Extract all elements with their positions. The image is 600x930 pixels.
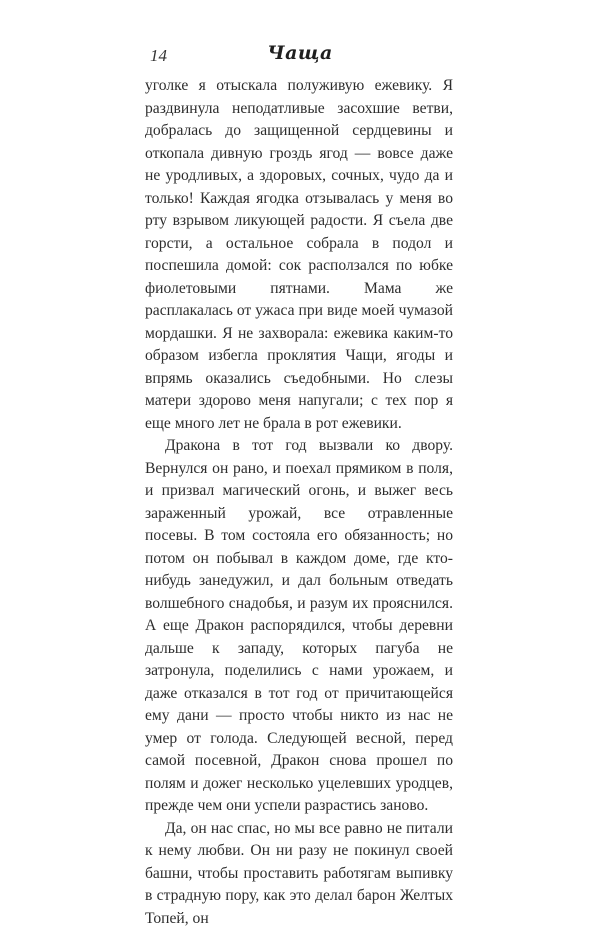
body-text <box>145 75 453 930</box>
running-head <box>150 42 450 66</box>
page-number: 14 <box>150 46 167 66</box>
paragraph-1: уголке я отыскала полуживую ежевику. Я раздвинула неподатливые засохшие ветви, добралась до защищенной сердцевины и откопала дивную гроздь ягод — вовсе даже не уродливых, а здоровых, сочных, чудо да и только! Каждая ягодка отзывалась у меня во рту взрывом ликующей радости. Я съела две горсти, а остальное собрала в подол и поспешила домой: сок расползался по юбке фиолетовыми пятнами. Мама же расплакалась от ужаса при виде моей чумазой мордашки. Я не захворала: ежевика каким-то образом избегла проклятия Чащи, ягоды и впрямь оказались съедобными. Но слезы матери здорово меня напугали; с тех пор я еще много лет не брала в рот ежевики. <box>145 75 453 435</box>
paragraph-2: Дракона в тот год вызвали ко двору. Вернулся он рано, и поехал прямиком в поля, и призвал магический огонь, и выжег весь зараженный урожай, все отравленные посевы. В том состояла его обязанность; но потом он побывал в каждом доме, где кто-нибудь занедужил, и дал больным отведать волшебного снадобья, и разум их прояснился. А еще Дракон распорядился, чтобы деревни дальше к западу, которых пагуба не затронула, поделились с нами урожаем, и даже отказался в тот год от причитающейся ему дани — просто чтобы никто из нас не умер от голода. Следующей весной, перед самой посевной, Дракон снова прошел по полям и дожег несколько уцелевших уродцев, прежде чем они успели разрастись заново. <box>145 435 453 818</box>
paragraph-3: Да, он нас спас, но мы все равно не питали к нему любви. Он ни разу не покинул своей башни, чтобы проставить работягам выпивку в страдную пору, как это делал барон Желтых Топей, он <box>145 818 453 930</box>
running-title: Чаща <box>150 42 450 64</box>
